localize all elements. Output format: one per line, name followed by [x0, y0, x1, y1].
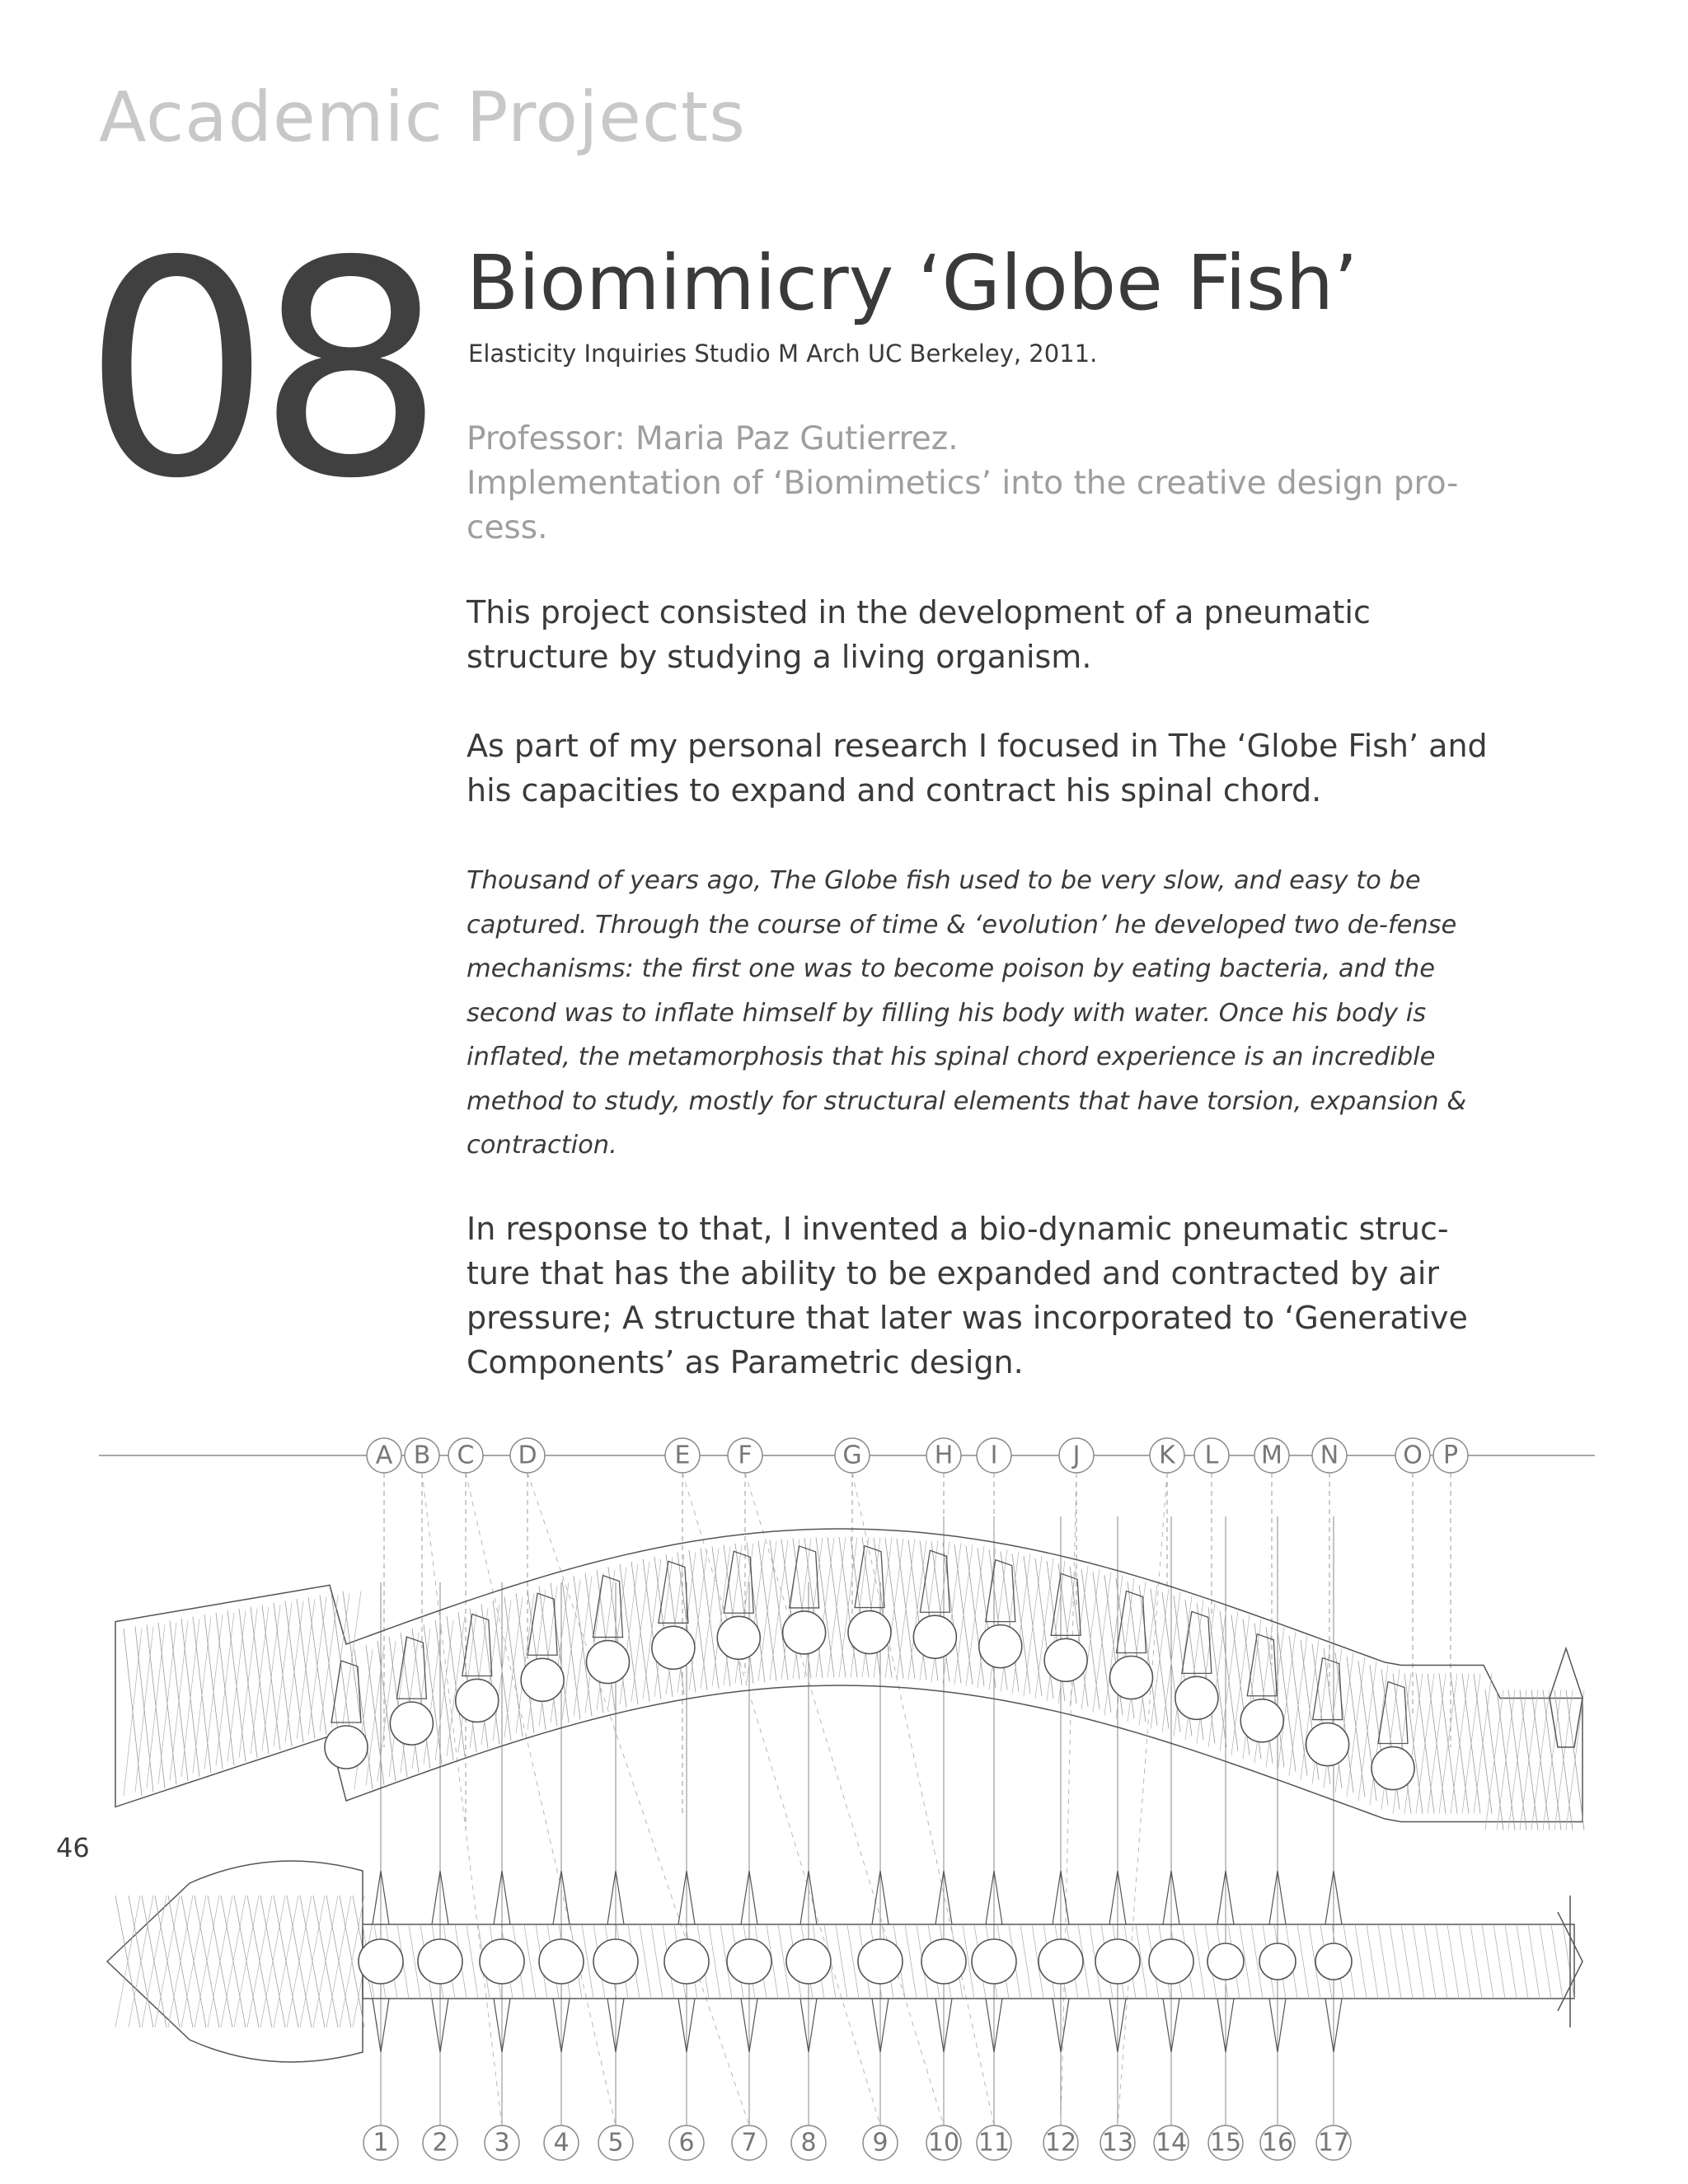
side-vertebra	[1306, 1723, 1349, 1766]
side-spinous-process	[659, 1561, 688, 1623]
bottom-label: 4	[553, 2128, 570, 2158]
side-vertebra	[979, 1625, 1022, 1668]
dashed-leader	[852, 1473, 994, 2125]
top-mesh-line	[1447, 1924, 1459, 1999]
top-vertebra	[858, 1939, 903, 1984]
top-label: P	[1442, 1441, 1459, 1470]
top-mesh-line	[1367, 1924, 1378, 1999]
side-vertebra	[390, 1702, 433, 1745]
top-mesh-line	[709, 1924, 720, 1999]
top-label: H	[934, 1441, 954, 1470]
top-label: E	[674, 1441, 691, 1470]
top-vertebra	[664, 1939, 709, 1984]
top-vertebra	[1149, 1939, 1193, 1984]
top-mesh-line	[1401, 1924, 1413, 1999]
bottom-label: 8	[800, 2128, 817, 2158]
bottom-label: 9	[872, 2128, 889, 2158]
dashed-leader	[422, 1473, 502, 2125]
top-vertebra	[786, 1939, 831, 1984]
dashed-leader	[1118, 1473, 1167, 2125]
side-vertebra	[325, 1726, 368, 1769]
side-vertebra	[1044, 1638, 1087, 1681]
side-vertebra	[652, 1626, 695, 1669]
top-mesh-line	[1424, 1924, 1436, 1999]
top-mesh-line	[1390, 1924, 1401, 1999]
top-view-head	[107, 1861, 363, 2062]
top-mesh-line	[1505, 1924, 1517, 1999]
bottom-label: 2	[432, 2128, 448, 2158]
top-label: O	[1403, 1441, 1423, 1470]
spine-diagram-svg	[0, 1401, 1688, 2184]
top-mesh-line	[1020, 1924, 1032, 1999]
side-vertebra	[521, 1658, 564, 1701]
project-credits	[467, 417, 1480, 551]
top-mesh-line	[1459, 1924, 1470, 1999]
top-mesh-line	[1355, 1924, 1367, 1999]
body-paragraph-3: In response to that, I invented a bio-dynamic pneumatic struc-ture that has the ability to be expanded and contracted by air pressure; A structure that later was incorporated to ‘Generative Components’ as Parametric design.	[467, 1211, 1468, 1380]
side-vertebra	[783, 1611, 826, 1654]
spine-diagram	[0, 1401, 1688, 2184]
dashed-leader	[1061, 1473, 1076, 2125]
bottom-label: 13	[1101, 2128, 1134, 2158]
top-label: B	[413, 1441, 431, 1470]
bottom-label: 10	[927, 2128, 960, 2158]
top-mesh-line	[1482, 1924, 1493, 1999]
top-vertebra	[921, 1939, 966, 1984]
bottom-label: 6	[678, 2128, 695, 2158]
top-mesh-line	[467, 1924, 478, 1999]
top-mesh-line	[640, 1924, 651, 1999]
top-label: L	[1204, 1441, 1219, 1470]
project-number: 08	[82, 198, 431, 543]
top-label: K	[1159, 1441, 1175, 1470]
side-spinous-process	[462, 1614, 492, 1675]
top-mesh-line	[524, 1924, 536, 1999]
side-vertebra	[1175, 1676, 1218, 1719]
top-vertebra	[1207, 1943, 1244, 1980]
bottom-label: 7	[741, 2128, 757, 2158]
side-vertebra	[587, 1641, 630, 1684]
top-tail	[1558, 1896, 1582, 2027]
bottom-label: 11	[978, 2128, 1010, 2158]
top-vertebra	[480, 1939, 524, 1984]
top-mesh-line	[1470, 1924, 1482, 1999]
top-label: M	[1261, 1441, 1282, 1470]
dashed-leader	[682, 1473, 880, 2125]
top-label: A	[375, 1441, 393, 1470]
top-mesh-line	[1297, 1924, 1309, 1999]
implementation-line: Implementation of ‘Biomimetics’ into the creative design pro-cess.	[467, 465, 1459, 546]
dashed-leader	[745, 1473, 944, 2125]
top-vertebra	[539, 1939, 584, 1984]
top-mesh-line	[1528, 1924, 1540, 1999]
dashed-leader	[466, 1473, 616, 2125]
body-paragraph-1: This project consisted in the development of a pneumatic structure by studying a living organism.	[467, 594, 1371, 675]
bottom-label: 17	[1317, 2128, 1350, 2158]
top-vertebra	[727, 1939, 771, 1984]
top-mesh-line	[1436, 1924, 1447, 1999]
top-vertebra	[418, 1939, 462, 1984]
side-vertebra	[1110, 1657, 1153, 1699]
page-number: 46	[56, 1832, 90, 1863]
section-title: Academic Projects	[99, 77, 746, 157]
side-vertebra	[717, 1616, 760, 1659]
top-label: D	[518, 1441, 537, 1470]
top-vertebra	[593, 1939, 638, 1984]
top-label: F	[738, 1441, 753, 1470]
top-vertebra	[1095, 1939, 1140, 1984]
top-mesh-line	[1540, 1924, 1551, 1999]
top-label: J	[1072, 1441, 1081, 1470]
top-vertebra	[972, 1939, 1016, 1984]
side-vertebra	[1372, 1747, 1414, 1790]
top-label: C	[457, 1441, 475, 1470]
top-vertebra	[1039, 1939, 1083, 1984]
bottom-label: 12	[1044, 2128, 1077, 2158]
top-vertebra	[1315, 1943, 1352, 1980]
top-vertebra	[1259, 1943, 1296, 1980]
top-mesh-line	[1193, 1924, 1205, 1999]
top-vertebra	[359, 1939, 403, 1984]
bottom-label: 14	[1155, 2128, 1188, 2158]
side-vertebra	[456, 1679, 499, 1722]
side-vertebra	[848, 1611, 891, 1654]
professor-line: Professor: Maria Paz Gutierrez.	[467, 420, 959, 457]
top-label: N	[1320, 1441, 1339, 1470]
project-subtitle: Elasticity Inquiries Studio M Arch UC Berkeley, 2011.	[468, 340, 1098, 368]
top-mesh-line	[651, 1924, 663, 1999]
body-paragraph-2: As part of my personal research I focused in The ‘Globe Fish’ and his capacities to expand and contract his spinal chord.	[467, 728, 1488, 808]
top-mesh-line	[836, 1924, 847, 1999]
body-paragraph-italic: Thousand of years ago, The Globe fish used to be very slow, and easy to be captured. Through the course of time & ‘evolution’ he developed two de-fense mechanisms: the first one was to become poison by eating bacteria, and the second was to inflate himself by filling his body with water. Once his body is inflated, the metamorphosis that his spinal chord experience is an incredible method to study, mostly for structural elements that have torsion, expansion & contraction.	[467, 866, 1467, 1160]
top-label: I	[990, 1441, 998, 1470]
project-title: Biomimicry ‘Globe Fish’	[467, 239, 1358, 327]
bottom-label: 16	[1261, 2128, 1294, 2158]
bottom-label: 3	[494, 2128, 510, 2158]
top-mesh-line	[905, 1924, 917, 1999]
side-vertebra	[1240, 1699, 1283, 1742]
side-vertebra	[913, 1615, 956, 1658]
bottom-label: 5	[607, 2128, 624, 2158]
top-mesh-line	[1493, 1924, 1505, 1999]
top-mesh-line	[1563, 1924, 1574, 1999]
bottom-label: 1	[373, 2128, 389, 2158]
top-mesh-line	[1551, 1924, 1563, 1999]
top-label: G	[842, 1441, 862, 1470]
bottom-label: 15	[1209, 2128, 1242, 2158]
top-mesh-line	[1378, 1924, 1390, 1999]
top-mesh-line	[1413, 1924, 1424, 1999]
top-mesh-line	[847, 1924, 859, 1999]
top-mesh-line	[1517, 1924, 1528, 1999]
